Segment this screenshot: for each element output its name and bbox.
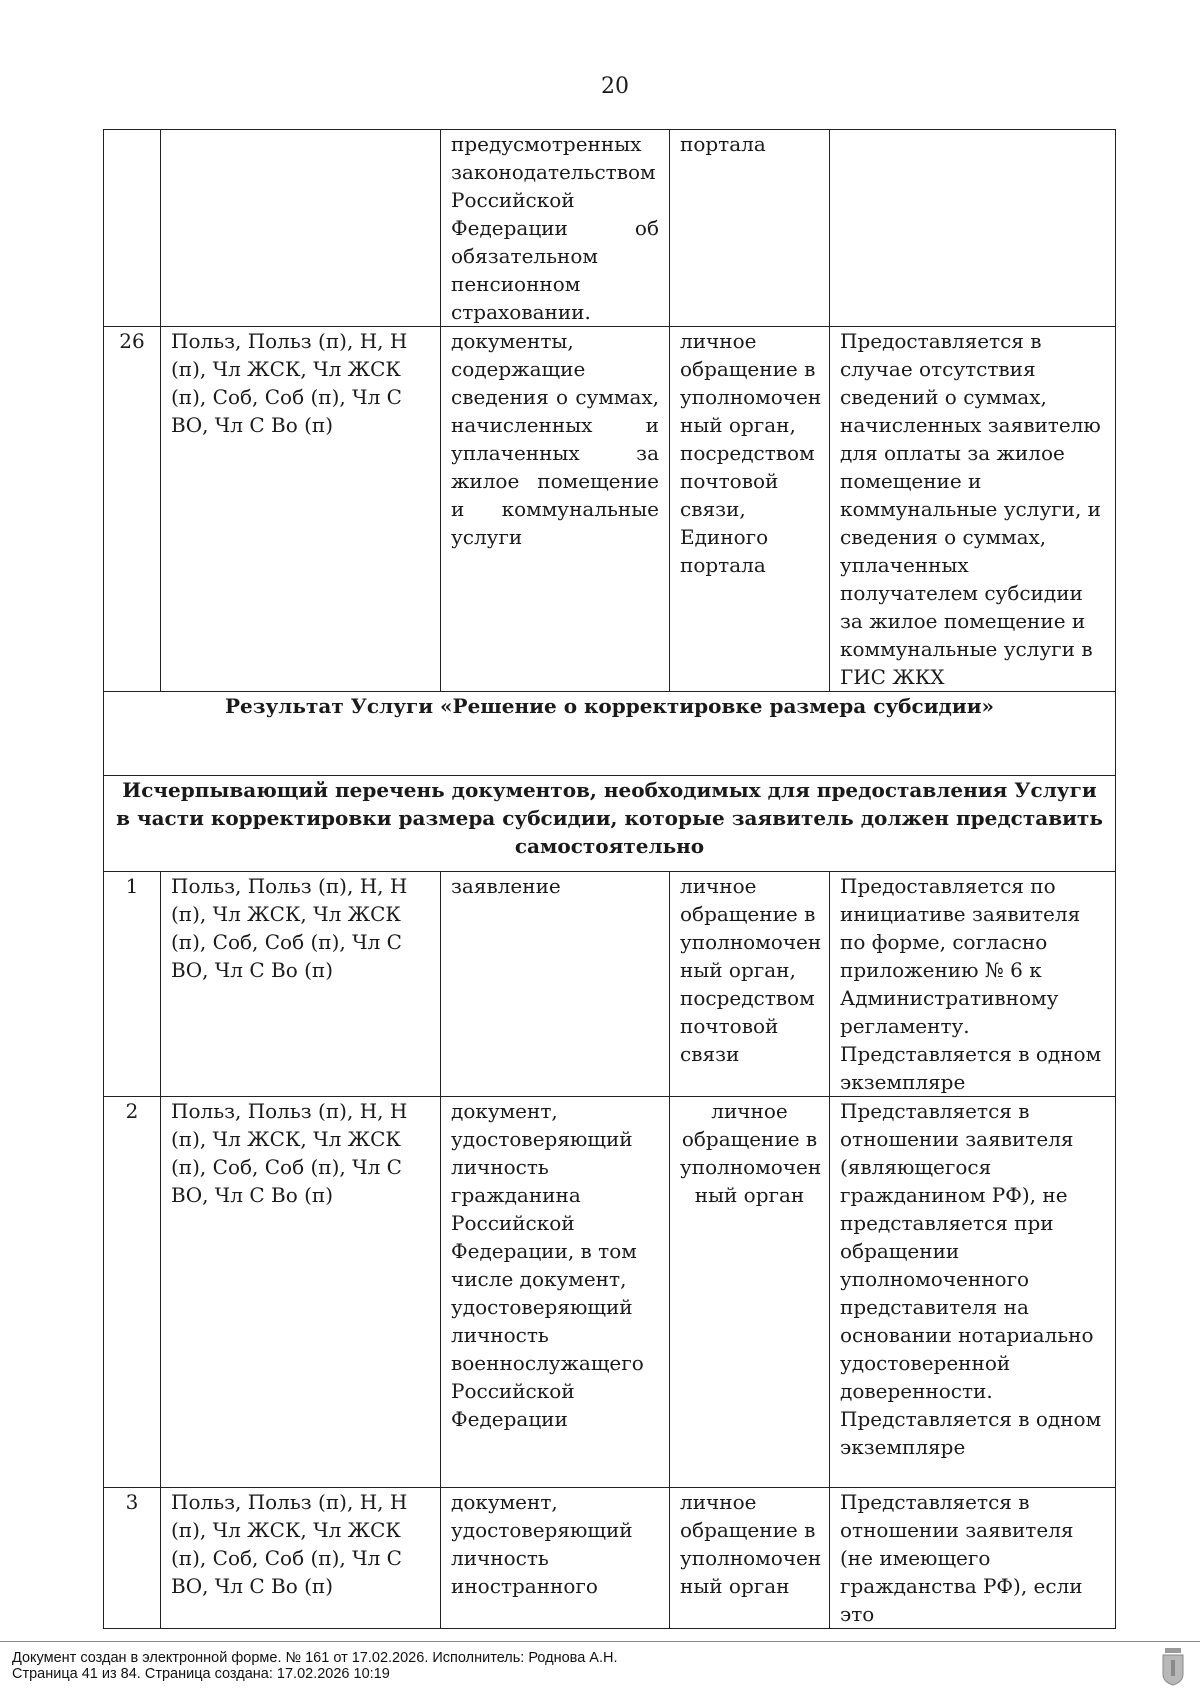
page-number: 20 — [601, 74, 629, 99]
applicants-cell: Польз, Польз (п), Н, Н (п), Чл ЖСК, Чл ЖСК (п), Соб, Соб (п), Чл С ВО, Чл С Во (п) — [161, 872, 441, 1097]
row-number-cell: 3 — [104, 1488, 161, 1629]
submission-method-cell: личное обращение в уполномочен ный орган, посредством почтовой связи, Единого портала — [670, 327, 830, 692]
document-cell: документ, удостоверяющий личность иностранного — [441, 1488, 670, 1629]
note-cell: Предоставляется по инициативе заявителя по форме, согласно приложению № 6 к Административному регламенту. Представляется в одном экземпляре — [830, 872, 1116, 1097]
note-cell: Предоставляется в случае отсутствия сведений о суммах, начисленных заявителю для оплаты за жилое помещение и коммунальные услуги, и сведения о суммах, уплаченных получателем субсидии за жилое помещение и коммунальные услуги в ГИС ЖКХ — [830, 327, 1116, 692]
section-title: Результат Услуги «Решение о корректировке размера субсидии» — [104, 692, 1116, 776]
document-cell: заявление — [441, 872, 670, 1097]
table-row — [104, 1097, 1116, 1488]
document-cell: документы, содержащие сведения о суммах, начисленных и уплаченных за жилое помещение и коммунальные услуги — [441, 327, 670, 692]
footer-document-info: Документ создан в электронной форме. № 161 от 17.02.2026. Исполнитель: Роднова А.Н. — [12, 1650, 618, 1666]
documents-table — [103, 129, 1116, 1629]
submission-method-cell: личное обращение в уполномочен ный орган — [670, 1488, 830, 1629]
document-footer — [12, 1650, 618, 1682]
table-row — [104, 1488, 1116, 1629]
submission-method-cell: личное обращение в уполномочен ный орган, посредством почтовой связи — [670, 872, 830, 1097]
note-cell — [830, 130, 1116, 327]
applicants-cell: Польз, Польз (п), Н, Н (п), Чл ЖСК, Чл ЖСК (п), Соб, Соб (п), Чл С ВО, Чл С Во (п) — [161, 1097, 441, 1488]
table-row — [104, 130, 1116, 327]
document-cell: документ, удостоверяющий личность гражданина Российской Федерации, в том числе документ, удостоверяющий личность военнослужащего Российской Федерации — [441, 1097, 670, 1488]
submission-method-cell: личное обращение в уполномочен ный орган — [670, 1097, 830, 1488]
section-subtitle-row — [104, 776, 1116, 872]
table-row — [104, 872, 1116, 1097]
note-cell: Представляется в отношении заявителя (не имеющего гражданства РФ), если это — [830, 1488, 1116, 1629]
submission-method-cell: портала — [670, 130, 830, 327]
note-cell: Представляется в отношении заявителя (являющегося гражданином РФ), не представляется при обращении уполномоченного представителя на основании нотариально удостоверенной доверенности. Представляется в одном экземпляре — [830, 1097, 1116, 1488]
applicants-cell: Польз, Польз (п), Н, Н (п), Чл ЖСК, Чл ЖСК (п), Соб, Соб (п), Чл С ВО, Чл С Во (п) — [161, 327, 441, 692]
table-row — [104, 327, 1116, 692]
row-number-cell: 26 — [104, 327, 161, 692]
applicants-cell — [161, 130, 441, 327]
footer-page-info: Страница 41 из 84. Страница создана: 17.02.2026 10:19 — [12, 1666, 390, 1682]
footer-divider — [0, 1641, 1200, 1642]
row-number-cell: 2 — [104, 1097, 161, 1488]
row-number-cell — [104, 130, 161, 327]
row-number-cell: 1 — [104, 872, 161, 1097]
applicants-cell: Польз, Польз (п), Н, Н (п), Чл ЖСК, Чл ЖСК (п), Соб, Соб (п), Чл С ВО, Чл С Во (п) — [161, 1488, 441, 1629]
coat-of-arms-icon — [1160, 1646, 1186, 1686]
section-title-row — [104, 692, 1116, 776]
section-subtitle: Исчерпывающий перечень документов, необходимых для предоставления Услуги в части корректировки размера субсидии, которые заявитель должен представить самостоятельно — [104, 776, 1116, 872]
document-cell: предусмотренных законодательством Российской Федерации об обязательном пенсионном страховании. — [441, 130, 670, 327]
